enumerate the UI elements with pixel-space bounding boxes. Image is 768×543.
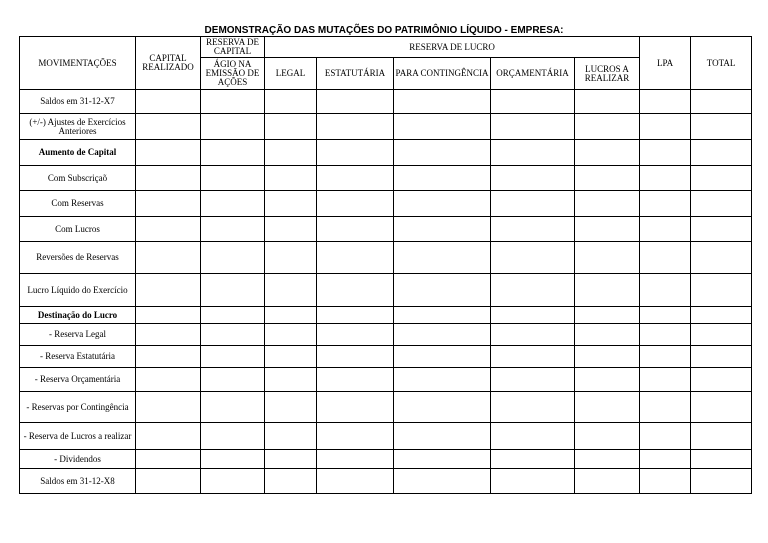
value-cell <box>640 469 691 494</box>
value-cell <box>136 469 201 494</box>
value-cell <box>265 450 317 469</box>
value-cell <box>575 140 640 166</box>
value-cell <box>136 450 201 469</box>
value-cell <box>201 368 265 392</box>
value-cell <box>201 191 265 217</box>
value-cell <box>640 274 691 307</box>
value-cell <box>136 242 201 274</box>
value-cell <box>317 346 394 368</box>
value-cell <box>575 324 640 346</box>
value-cell <box>265 90 317 114</box>
row-label: Lucro Líquido do Exercício <box>20 274 136 307</box>
row-label: Saldos em 31-12-X7 <box>20 90 136 114</box>
value-cell <box>394 423 491 450</box>
value-cell <box>201 217 265 242</box>
value-cell <box>317 166 394 191</box>
header-legal: LEGAL <box>265 58 317 90</box>
value-cell <box>394 166 491 191</box>
table-row <box>20 450 752 469</box>
value-cell <box>265 114 317 140</box>
value-cell <box>491 392 575 423</box>
value-cell <box>136 324 201 346</box>
value-cell <box>491 217 575 242</box>
table-row <box>20 140 752 166</box>
value-cell <box>491 346 575 368</box>
value-cell <box>640 90 691 114</box>
value-cell <box>317 274 394 307</box>
value-cell <box>691 90 752 114</box>
header-movimentacoes: MOVIMENTAÇÕES <box>20 37 136 90</box>
value-cell <box>575 346 640 368</box>
value-cell <box>491 166 575 191</box>
value-cell <box>265 392 317 423</box>
value-cell <box>136 368 201 392</box>
table-row <box>20 166 752 191</box>
table-row <box>20 423 752 450</box>
value-cell <box>201 392 265 423</box>
header-orcamentaria: ORÇAMENTÁRIA <box>491 58 575 90</box>
value-cell <box>394 469 491 494</box>
value-cell <box>265 368 317 392</box>
value-cell <box>201 140 265 166</box>
table-row <box>20 368 752 392</box>
value-cell <box>640 324 691 346</box>
value-cell <box>491 368 575 392</box>
value-cell <box>491 140 575 166</box>
value-cell <box>265 346 317 368</box>
value-cell <box>691 368 752 392</box>
value-cell <box>691 450 752 469</box>
table-row <box>20 114 752 140</box>
value-cell <box>491 423 575 450</box>
header-capital-realizado: CAPITAL REALIZADO <box>136 37 201 90</box>
value-cell <box>394 140 491 166</box>
value-cell <box>491 114 575 140</box>
value-cell <box>201 346 265 368</box>
value-cell <box>640 166 691 191</box>
row-label: Reversões de Reservas <box>20 242 136 274</box>
value-cell <box>201 423 265 450</box>
value-cell <box>201 114 265 140</box>
value-cell <box>640 368 691 392</box>
value-cell <box>317 140 394 166</box>
value-cell <box>691 217 752 242</box>
header-reserva-de-capital: RESERVA DE CAPITAL <box>201 37 265 58</box>
value-cell <box>136 166 201 191</box>
value-cell <box>640 392 691 423</box>
table-row <box>20 346 752 368</box>
value-cell <box>201 274 265 307</box>
value-cell <box>394 392 491 423</box>
value-cell <box>394 307 491 324</box>
value-cell <box>265 423 317 450</box>
table-row <box>20 392 752 423</box>
value-cell <box>491 450 575 469</box>
value-cell <box>640 450 691 469</box>
header-lucros-a-realizar: LUCROS A REALIZAR <box>575 58 640 90</box>
value-cell <box>136 274 201 307</box>
value-cell <box>640 423 691 450</box>
value-cell <box>575 191 640 217</box>
value-cell <box>691 423 752 450</box>
value-cell <box>691 392 752 423</box>
value-cell <box>201 469 265 494</box>
value-cell <box>491 469 575 494</box>
header-agio: ÁGIO NA EMISSÃO DE AÇÕES <box>201 58 265 90</box>
value-cell <box>201 324 265 346</box>
value-cell <box>317 469 394 494</box>
value-cell <box>691 307 752 324</box>
value-cell <box>491 324 575 346</box>
value-cell <box>691 114 752 140</box>
value-cell <box>691 346 752 368</box>
value-cell <box>317 423 394 450</box>
value-cell <box>201 450 265 469</box>
value-cell <box>691 140 752 166</box>
value-cell <box>491 242 575 274</box>
value-cell <box>575 242 640 274</box>
value-cell <box>640 346 691 368</box>
row-label: - Reserva Orçamentária <box>20 368 136 392</box>
value-cell <box>394 450 491 469</box>
value-cell <box>491 307 575 324</box>
table-row <box>20 90 752 114</box>
value-cell <box>317 392 394 423</box>
value-cell <box>394 191 491 217</box>
value-cell <box>317 307 394 324</box>
value-cell <box>201 90 265 114</box>
row-label: - Reservas por Contingência <box>20 392 136 423</box>
value-cell <box>575 274 640 307</box>
table-body <box>20 90 752 494</box>
value-cell <box>394 90 491 114</box>
value-cell <box>265 166 317 191</box>
value-cell <box>394 368 491 392</box>
row-label: - Reserva Estatutária <box>20 346 136 368</box>
value-cell <box>265 469 317 494</box>
value-cell <box>317 114 394 140</box>
header-lpa: LPA <box>640 37 691 90</box>
row-label: Com Reservas <box>20 191 136 217</box>
value-cell <box>136 346 201 368</box>
value-cell <box>491 90 575 114</box>
value-cell <box>640 242 691 274</box>
value-cell <box>575 450 640 469</box>
value-cell <box>394 346 491 368</box>
row-label: (+/-) Ajustes de Exercícios Anteriores <box>20 114 136 140</box>
value-cell <box>691 274 752 307</box>
value-cell <box>394 274 491 307</box>
row-label: Com Lucros <box>20 217 136 242</box>
table-row <box>20 217 752 242</box>
row-label: - Reserva Legal <box>20 324 136 346</box>
value-cell <box>640 140 691 166</box>
value-cell <box>317 450 394 469</box>
value-cell <box>317 368 394 392</box>
header-para-contingencia: PARA CONTINGÊNCIA <box>394 58 491 90</box>
value-cell <box>575 392 640 423</box>
value-cell <box>201 307 265 324</box>
value-cell <box>575 307 640 324</box>
value-cell <box>317 324 394 346</box>
value-cell <box>575 423 640 450</box>
value-cell <box>491 274 575 307</box>
value-cell <box>317 90 394 114</box>
value-cell <box>265 217 317 242</box>
value-cell <box>265 274 317 307</box>
value-cell <box>491 191 575 217</box>
header-estatutaria: ESTATUTÁRIA <box>317 58 394 90</box>
value-cell <box>265 307 317 324</box>
value-cell <box>136 191 201 217</box>
value-cell <box>575 114 640 140</box>
value-cell <box>640 307 691 324</box>
table-row <box>20 307 752 324</box>
value-cell <box>575 166 640 191</box>
value-cell <box>136 392 201 423</box>
value-cell <box>691 191 752 217</box>
value-cell <box>691 324 752 346</box>
value-cell <box>136 90 201 114</box>
row-label: Com Subscriçaõ <box>20 166 136 191</box>
value-cell <box>691 242 752 274</box>
value-cell <box>575 90 640 114</box>
value-cell <box>691 469 752 494</box>
value-cell <box>317 191 394 217</box>
value-cell <box>575 469 640 494</box>
table-row <box>20 242 752 274</box>
value-cell <box>136 140 201 166</box>
value-cell <box>136 307 201 324</box>
value-cell <box>201 242 265 274</box>
document-title: DEMONSTRAÇÃO DAS MUTAÇÕES DO PATRIMÔNIO LÍQUIDO - EMPRESA: <box>204 25 564 36</box>
value-cell <box>265 242 317 274</box>
value-cell <box>394 324 491 346</box>
value-cell <box>394 242 491 274</box>
value-cell <box>317 242 394 274</box>
value-cell <box>265 191 317 217</box>
value-cell <box>640 114 691 140</box>
row-label: Aumento de Capital <box>20 140 136 166</box>
row-label: - Reserva de Lucros a realizar <box>20 423 136 450</box>
header-total: TOTAL <box>691 37 752 90</box>
value-cell <box>201 166 265 191</box>
value-cell <box>394 217 491 242</box>
value-cell <box>136 217 201 242</box>
table-row <box>20 324 752 346</box>
value-cell <box>136 114 201 140</box>
row-label: - Dividendos <box>20 450 136 469</box>
value-cell <box>640 191 691 217</box>
table-row <box>20 274 752 307</box>
dmpl-table <box>19 36 752 494</box>
value-cell <box>640 217 691 242</box>
value-cell <box>575 368 640 392</box>
row-label: Saldos em 31-12-X8 <box>20 469 136 494</box>
header-reserva-de-lucro: RESERVA DE LUCRO <box>265 37 640 58</box>
row-label: Destinação do Lucro <box>20 307 136 324</box>
table-row <box>20 191 752 217</box>
table-row <box>20 469 752 494</box>
value-cell <box>691 166 752 191</box>
value-cell <box>136 423 201 450</box>
value-cell <box>317 217 394 242</box>
value-cell <box>394 114 491 140</box>
value-cell <box>265 324 317 346</box>
value-cell <box>265 140 317 166</box>
value-cell <box>575 217 640 242</box>
